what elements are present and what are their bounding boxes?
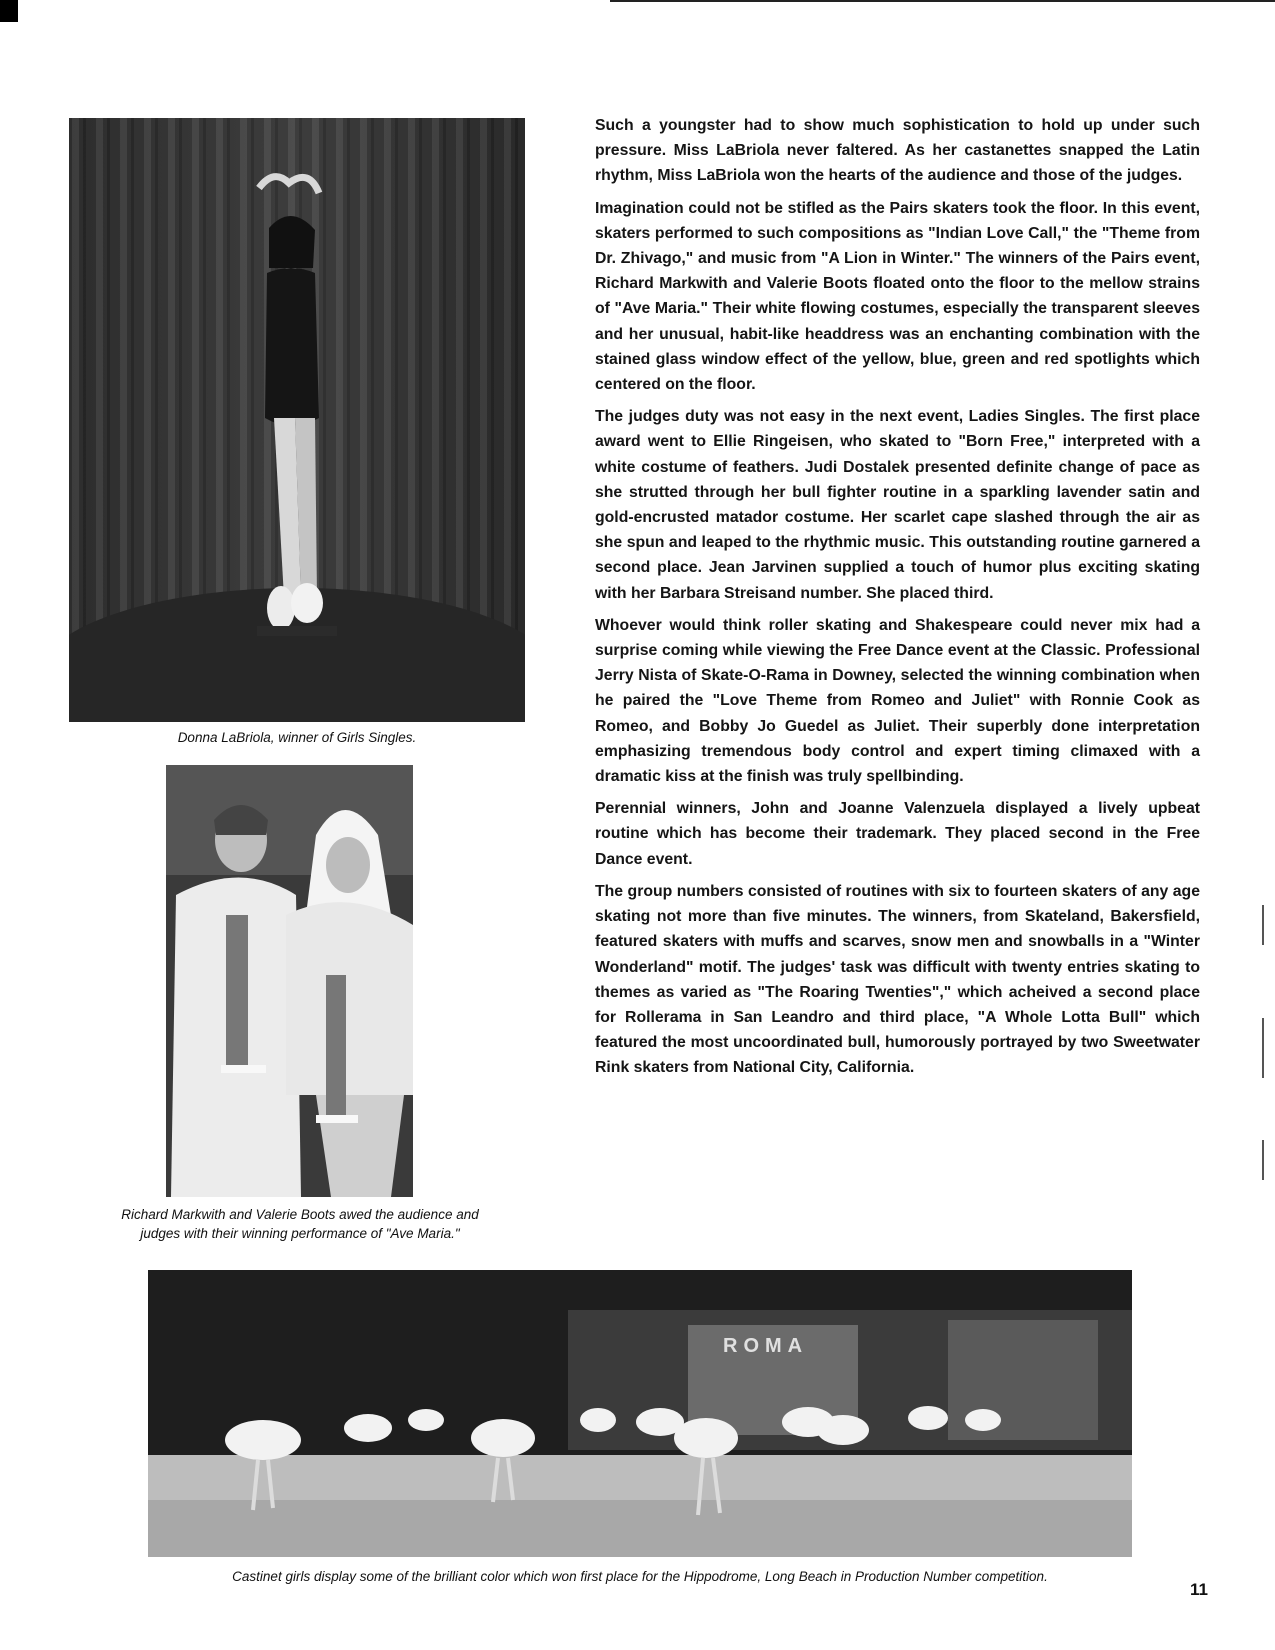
article-paragraph: Perennial winners, John and Joanne Valenzuela displayed a lively upbeat routine which has become their trademark. They placed second in the Free Dance event. bbox=[595, 800, 1200, 868]
photo2-caption bbox=[60, 1205, 540, 1243]
article-paragraph: The group numbers consisted of routines with six to fourteen skaters of any age skating not more than five minutes. The winners, from Skateland, Bakersfield, featured skaters with muffs and scarves, snow men and snowballs in a "Winter Wonderland" motif. The judges' task was difficult with twenty entries skating to themes as varied as "The Roaring Twenties"," which acheived a second place for Rollerama in San Leandro and third place, "A Whole Lotta Bull" which featured the most uncoordinated bull, humorously portrayed by two Sweetwater Rink skaters from National City, California. bbox=[595, 882, 1200, 1077]
pairs-winners-photo bbox=[166, 765, 413, 1197]
article-paragraph: Imagination could not be stifled as the Pairs skaters took the floor. In this event, skaters performed to such compositions as "Indian Love Call," the "Theme from Dr. Zhivago," and music from "A Lion in Winter." The winners of the Pairs event, Richard Markwith and Valerie Boots floated onto the floor to the mellow strains of "Ave Maria." Their white flowing costumes, especially the transparent sleeves and her unusual, habit-like headdress was an enchanting combination with the stained glass window effect of the yellow, blue, green and red spotlights which centered on the floor. bbox=[595, 199, 1200, 394]
production-number-photo-sign: ROMA bbox=[723, 1335, 809, 1357]
photo1-caption: Donna LaBriola, winner of Girls Singles. bbox=[177, 730, 417, 745]
photo3-caption: Castinet girls display some of the brilliant color which won first place for the Hippodrome, Long Beach in Production Number competition. bbox=[232, 1569, 1048, 1584]
article-paragraph: Such a youngster had to show much sophistication to hold up under such pressure. Miss LaBriola never faltered. As her castanettes snapped the Latin rhythm, Miss LaBriola won the hearts of the audience and those of the judges. bbox=[595, 117, 1200, 185]
production-number-photo bbox=[148, 1270, 1132, 1557]
scan-corner-mark bbox=[0, 0, 18, 22]
scan-margin-line bbox=[1262, 1018, 1264, 1078]
page-number: 11 bbox=[1190, 1580, 1208, 1599]
scan-margin-line bbox=[1262, 905, 1264, 945]
article-body bbox=[595, 113, 1200, 1088]
article-paragraph: Whoever would think roller skating and Shakespeare could never mix had a surprise coming while viewing the Free Dance event at the Classic. Professional Jerry Nista of Skate-O-Rama in Downey, selected the winning combination when he paired the "Love Theme from Romeo and Juliet" with Ronnie Cook as Romeo, and Bobby Jo Guedel as Juliet. Their superbly done interpretation emphasizing tremendous body control and expert timing climaxed with a dramatic kiss at the finish was truly spellbinding. bbox=[595, 616, 1200, 786]
photo2-caption-line2: judges with their winning performance of "Ave Maria." bbox=[140, 1226, 460, 1241]
article-paragraph: The judges duty was not easy in the next event, Ladies Singles. The first place award went to Ellie Ringeisen, who skated to "Born Free," interpreted with a white costume of feathers. Judi Dostalek presented definite change of pace as she strutted through her bull fighter routine in a sparkling lavender satin and gold-encrusted matador costume. Her scarlet cape slashed through the air as she spun and leaped to the rhythmic music. This outstanding routine garnered a second place. Jean Jarvinen supplied a touch of humor plus exciting skating with her Barbara Streisand number. She placed third. bbox=[595, 408, 1200, 602]
scan-margin-line bbox=[1262, 1140, 1264, 1180]
top-rule bbox=[610, 0, 1275, 2]
girls-singles-skater-photo bbox=[69, 118, 525, 722]
photo2-caption-line1: Richard Markwith and Valerie Boots awed the audience and bbox=[121, 1207, 479, 1222]
